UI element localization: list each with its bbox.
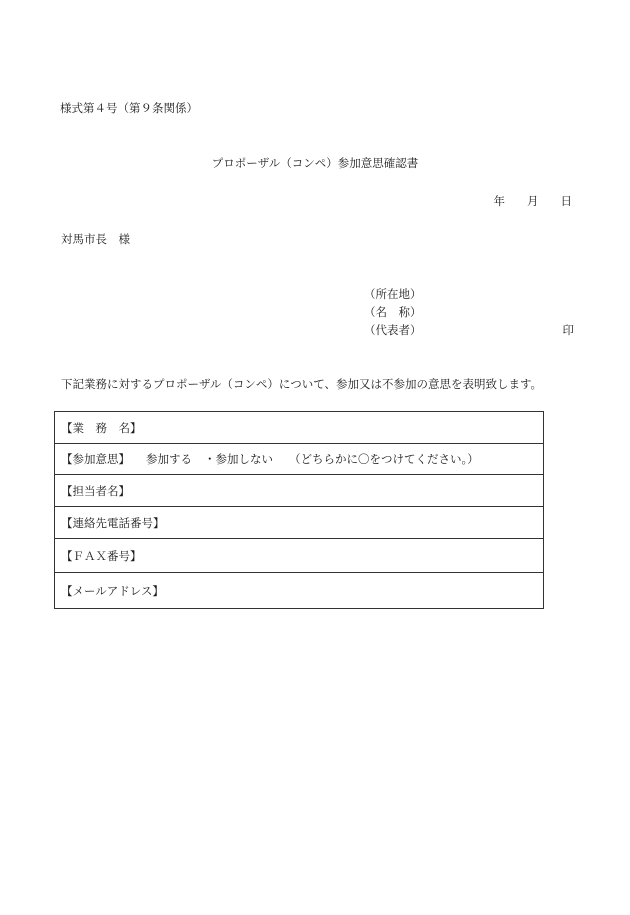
intro-statement: 下記業務に対するプロポーザル（コンペ）について、参加又は不参加の意思を表明致します。 [61, 377, 543, 391]
option-not-participate[interactable]: ・参加しない [204, 452, 273, 466]
applicant-block [364, 285, 574, 339]
table-row [55, 539, 544, 573]
form-number: 様式第４号（第９条関係） [60, 101, 198, 115]
location-label: （所在地） [364, 287, 422, 301]
email-cell[interactable] [55, 573, 544, 609]
info-table [54, 411, 544, 609]
business-name-cell[interactable] [55, 412, 544, 444]
participation-label: 【参加意思】 [61, 452, 130, 466]
table-row [55, 573, 544, 609]
document-title: プロポーザル（コンペ）参加意思確認書 [211, 156, 419, 170]
date-year: 年 [493, 194, 505, 208]
phone-label: 【連絡先電話番号】 [61, 515, 165, 530]
phone-cell[interactable] [55, 507, 544, 539]
table-row [55, 444, 544, 475]
business-name-label: 【業 務 名】 [61, 420, 142, 435]
table-row [55, 412, 544, 444]
seal-mark: 印 [562, 323, 574, 337]
name-label: （名 称） [364, 305, 422, 319]
participation-cell[interactable] [55, 444, 544, 475]
date-month: 月 [527, 194, 539, 208]
table-row [55, 507, 544, 539]
email-label: 【メールアドレス】 [61, 583, 164, 598]
representative-label: （代表者） [364, 323, 422, 337]
applicant-representative-row [364, 321, 574, 339]
fax-cell[interactable] [55, 539, 544, 573]
date-line [494, 193, 573, 209]
contact-person-cell[interactable] [55, 475, 544, 507]
applicant-name-row [364, 303, 574, 321]
table-row [55, 475, 544, 507]
option-participate[interactable]: 参加する [146, 452, 192, 466]
addressee: 対馬市長 様 [61, 232, 130, 246]
contact-person-label: 【担当者名】 [61, 483, 130, 498]
date-day: 日 [560, 194, 572, 208]
applicant-location-row [364, 285, 574, 303]
participation-note: （どちらかに〇をつけてください。） [289, 452, 479, 466]
fax-label: 【ＦＡＸ番号】 [61, 548, 142, 563]
